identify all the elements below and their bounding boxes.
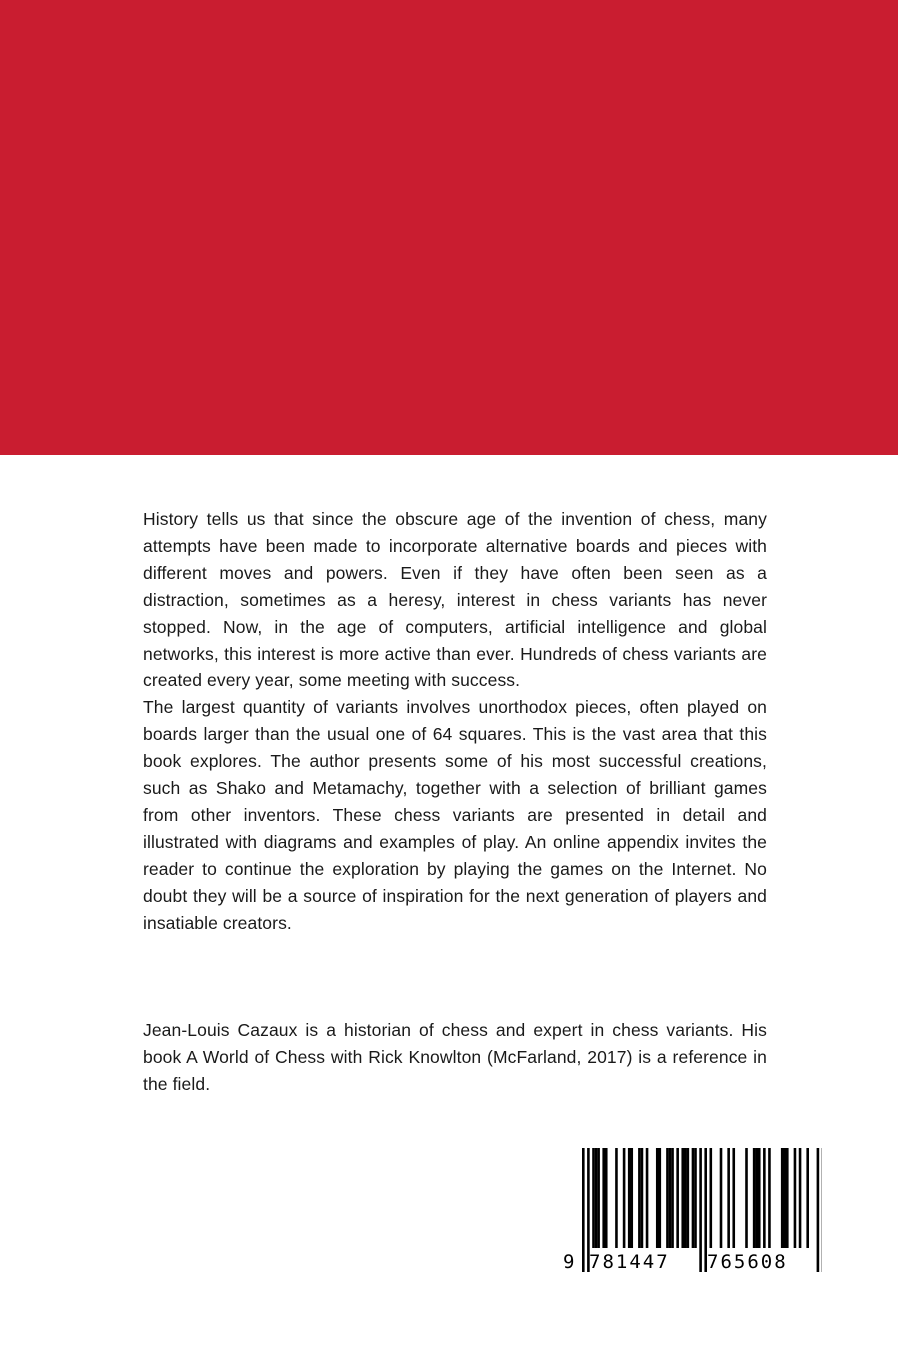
barcode-bar bbox=[605, 1148, 608, 1248]
barcode-bar bbox=[646, 1148, 649, 1248]
barcode-bar bbox=[638, 1148, 641, 1248]
cover-color-band bbox=[0, 0, 898, 455]
barcode-bar bbox=[720, 1148, 723, 1248]
barcode-bar bbox=[681, 1148, 684, 1248]
barcode-first-digit: 9 bbox=[563, 1251, 575, 1273]
author-bio bbox=[143, 1017, 767, 1098]
barcode-bar bbox=[592, 1148, 595, 1248]
barcode-bar bbox=[671, 1148, 674, 1248]
barcode-bar bbox=[755, 1148, 758, 1248]
barcode-bar bbox=[641, 1148, 644, 1248]
barcode-bar bbox=[669, 1148, 672, 1248]
barcode-bar bbox=[745, 1148, 748, 1248]
barcode-bar bbox=[630, 1148, 633, 1248]
barcode-bar bbox=[781, 1148, 784, 1248]
barcode-bar bbox=[684, 1148, 687, 1248]
barcode-bar bbox=[710, 1148, 713, 1248]
author-bio-text: Jean-Louis Cazaux is a historian of chess and expert in chess variants. His book A World of Chess with Rick Knowlton (McFarland, 2017) is a reference in the field. bbox=[143, 1020, 767, 1094]
barcode-bar bbox=[615, 1148, 618, 1248]
description-paragraph-1: History tells us that since the obscure age of the invention of chess, many attempts have been made to incorporate alternative boards and pieces with different moves and powers. Even if they have often been seen as a distraction, sometimes as a heresy, interest in chess variants has never stopped. Now, in the age of computers, artificial intelligence and global networks, this interest is more active than ever. Hundreds of chess variants are created every year, some meeting with success. bbox=[143, 509, 767, 691]
barcode-bar bbox=[799, 1148, 802, 1248]
barcode-bar bbox=[692, 1148, 695, 1248]
barcode-right-digits: 765608 bbox=[707, 1251, 788, 1273]
barcode-bar bbox=[666, 1148, 669, 1248]
barcode-bar bbox=[694, 1148, 697, 1248]
description-paragraph-2: The largest quantity of variants involves unorthodox pieces, often played on boards larger than the usual one of 64 squares. This is the vast area that this book explores. The author presents some of his most successful creations, such as Shako and Metamachy, together with a selection of brilliant games from other inventors. These chess variants are presented in detail and illustrated with diagrams and examples of play. An online appendix invites the reader to continue the exploration by playing the games on the Internet. No doubt they will be a source of inspiration for the next generation of players and insatiable creators. bbox=[143, 697, 767, 933]
barcode-bar bbox=[727, 1148, 730, 1248]
barcode-bar bbox=[595, 1148, 598, 1248]
barcode-bar bbox=[794, 1148, 797, 1248]
barcode-bar bbox=[817, 1148, 820, 1272]
barcode-bar bbox=[783, 1148, 786, 1248]
barcode-left-digits: 781447 bbox=[589, 1251, 670, 1273]
barcode-bar bbox=[597, 1148, 600, 1248]
barcode-bar bbox=[656, 1148, 659, 1248]
book-description bbox=[143, 506, 767, 937]
barcode-bar bbox=[602, 1148, 605, 1248]
barcode-bar bbox=[758, 1148, 761, 1248]
barcode-bar bbox=[676, 1148, 679, 1248]
barcode-bar bbox=[768, 1148, 771, 1248]
barcode-bar bbox=[732, 1148, 735, 1248]
barcode-bar bbox=[699, 1148, 702, 1272]
barcode-bar bbox=[687, 1148, 690, 1248]
barcode-bar bbox=[753, 1148, 756, 1248]
barcode-bar bbox=[659, 1148, 662, 1248]
barcode-bar bbox=[806, 1148, 809, 1248]
barcode-bar bbox=[763, 1148, 766, 1248]
barcode-bar bbox=[786, 1148, 789, 1248]
barcode-bar bbox=[628, 1148, 631, 1248]
isbn-barcode bbox=[560, 1146, 822, 1274]
barcode-bar bbox=[582, 1148, 585, 1272]
barcode-bar bbox=[623, 1148, 626, 1248]
